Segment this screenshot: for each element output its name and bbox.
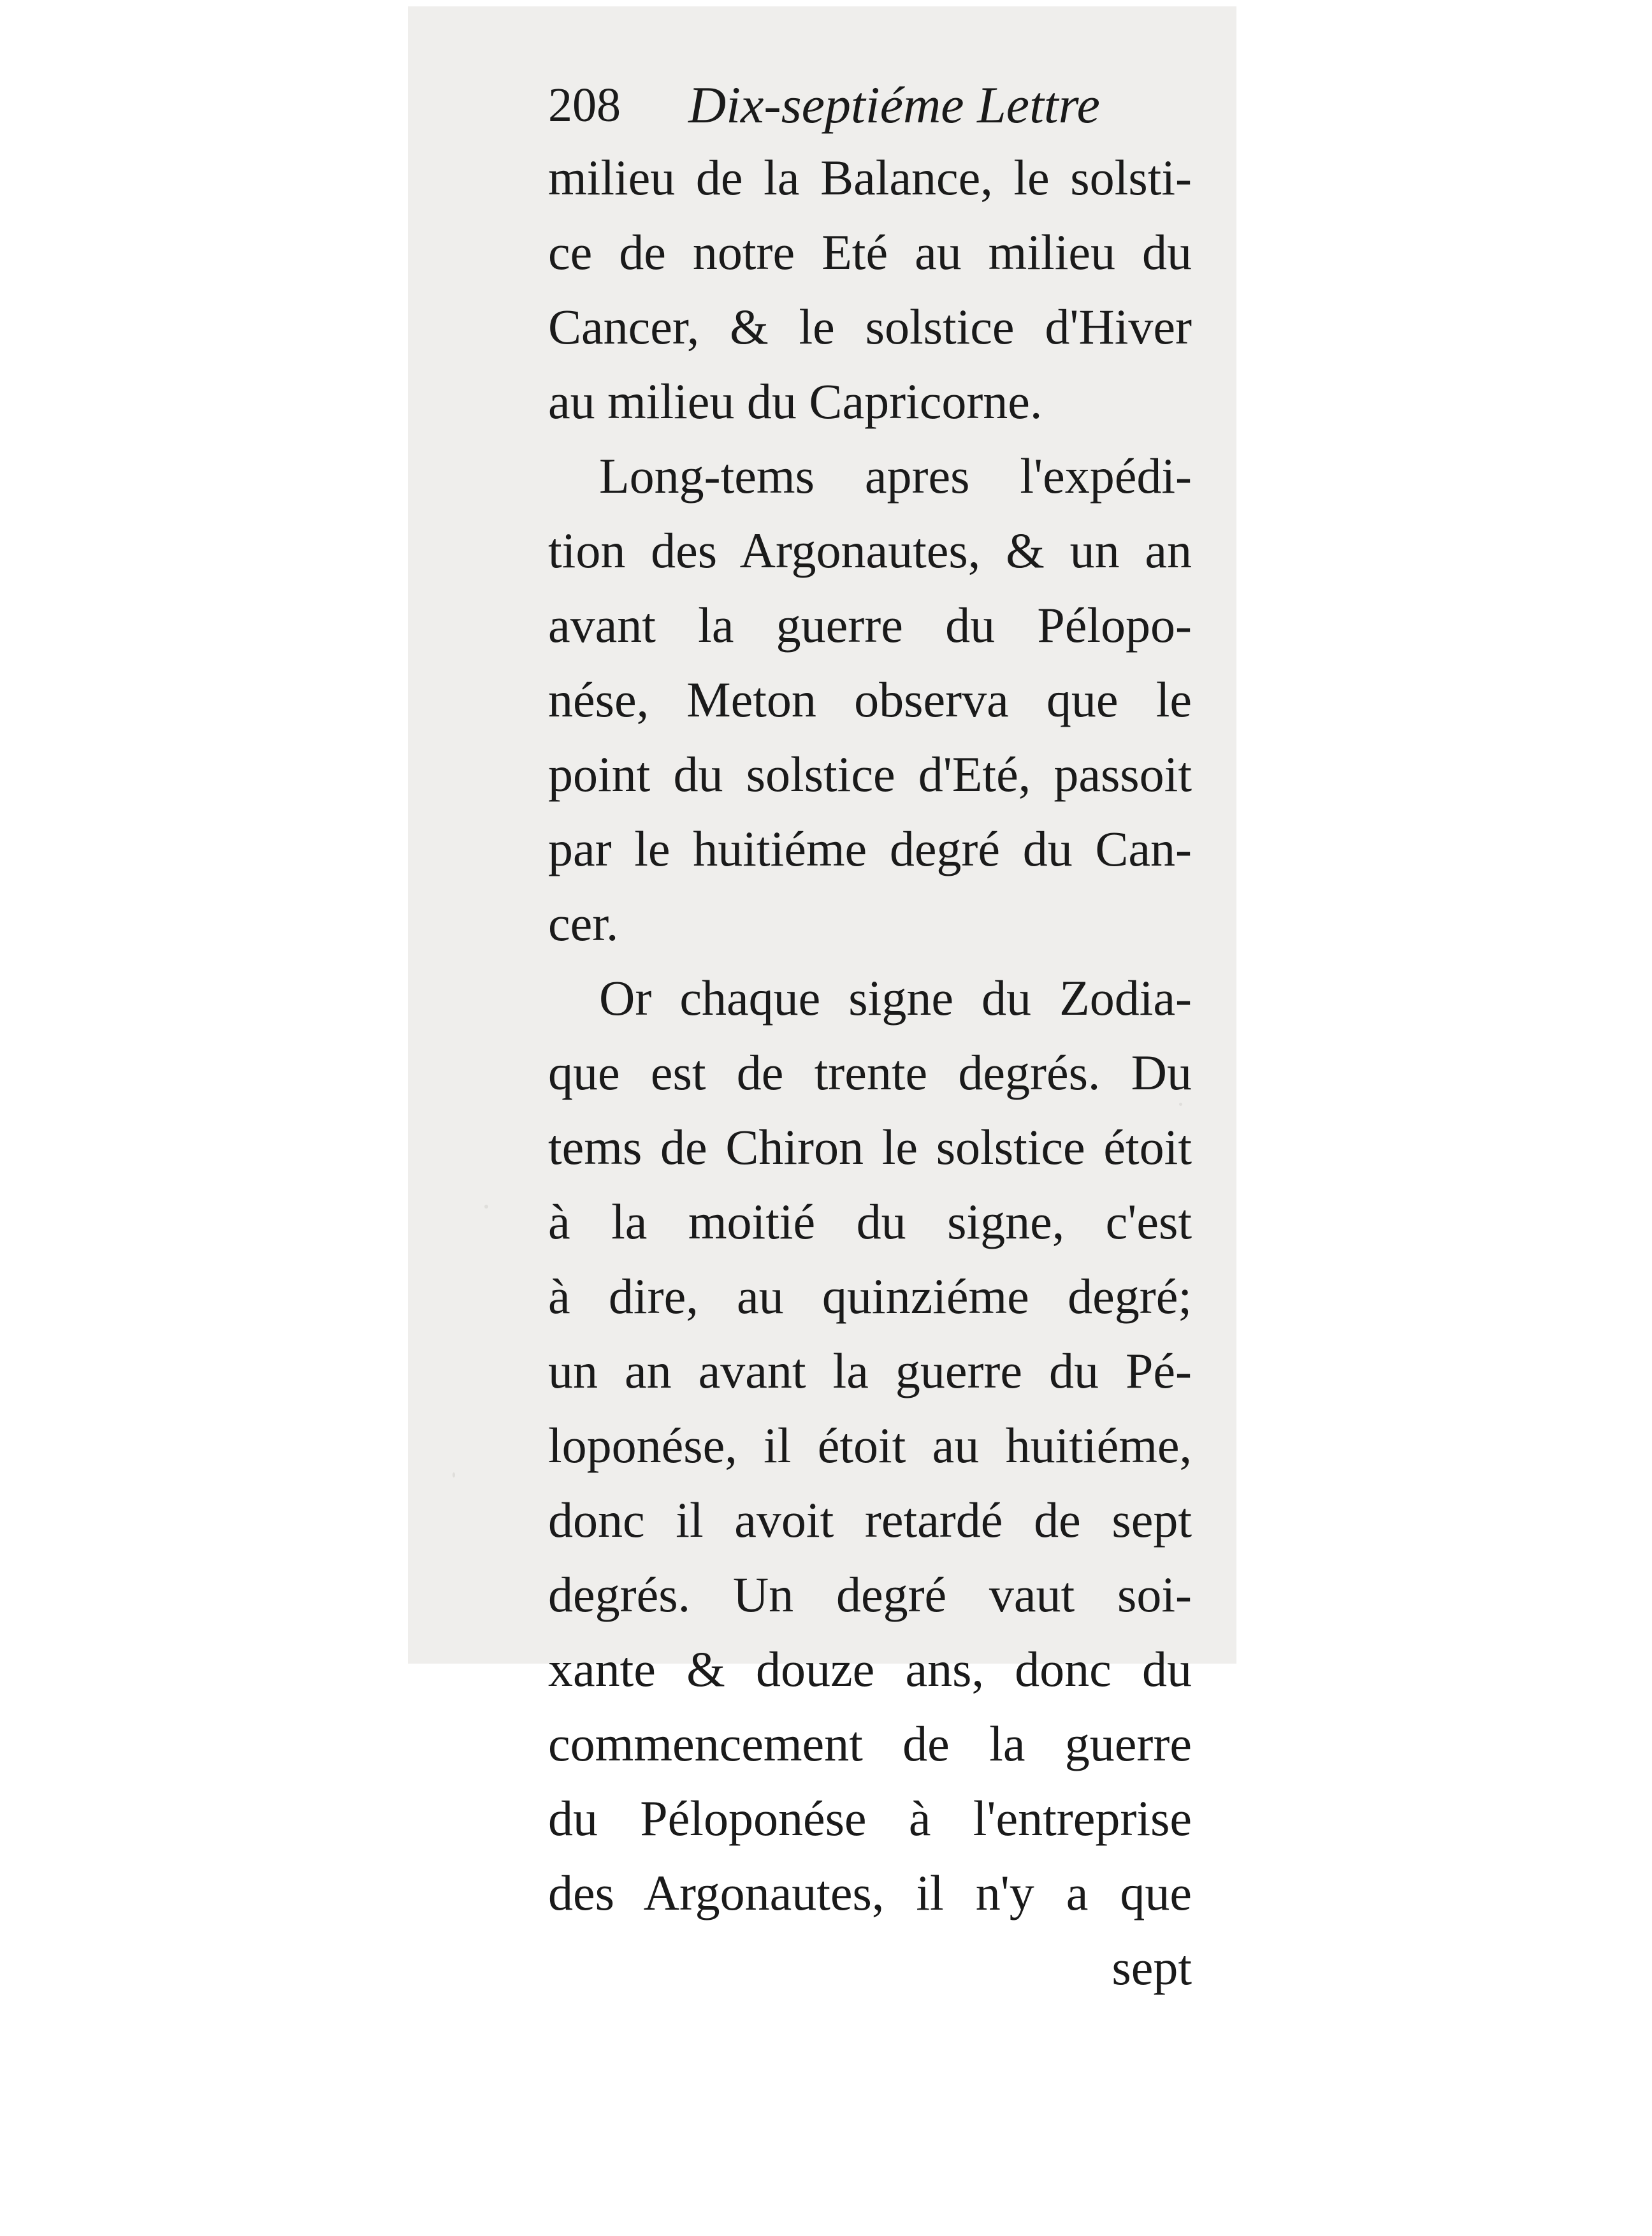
- text-line: ce de notre Eté au milieu du: [548, 224, 1192, 280]
- body-text: [548, 140, 1192, 2005]
- text-line: avant la guerre du Pélopo-: [548, 597, 1192, 653]
- text-line: à la moitié du signe, c'est: [548, 1194, 1192, 1249]
- text-line: que est de trente degrés. Du: [548, 1045, 1192, 1100]
- text-line: milieu de la Balance, le solsti-: [548, 150, 1192, 205]
- text-line: par le huitiéme degré du Can-: [548, 821, 1192, 876]
- text-line: au milieu du Capricorne.: [548, 374, 1043, 429]
- text-line: loponése, il étoit au huitiéme,: [548, 1418, 1192, 1473]
- text-line: des Argonautes, il n'y a que: [548, 1865, 1192, 1920]
- text-line: tion des Argonautes, & un an: [548, 523, 1192, 578]
- text-line: degrés. Un degré vaut soi-: [548, 1567, 1192, 1622]
- text-line: nése, Meton observa que le: [548, 672, 1192, 727]
- catchword: sept: [1112, 1940, 1192, 1995]
- paper-speck: [484, 1205, 488, 1209]
- text-line: un an avant la guerre du Pé-: [548, 1343, 1192, 1398]
- running-title: Dix-septiéme Lettre: [688, 76, 1100, 134]
- text-line: tems de Chiron le solstice étoit: [548, 1119, 1192, 1175]
- text-line: Cancer, & le solstice d'Hiver: [548, 299, 1192, 354]
- text-line: xante & douze ans, donc du: [548, 1641, 1192, 1697]
- text-line: Or chaque signe du Zodia-: [599, 970, 1192, 1026]
- text-line: du Péloponése à l'entreprise: [548, 1790, 1192, 1846]
- paper-speck: [453, 1472, 455, 1477]
- text-line: point du solstice d'Eté, passoit: [548, 746, 1192, 802]
- page-header: [548, 67, 1198, 143]
- text-line: donc il avoit retardé de sept: [548, 1492, 1192, 1548]
- page-number: 208: [548, 78, 621, 132]
- text-line: cer.: [548, 896, 619, 951]
- text-line: commencement de la guerre: [548, 1716, 1192, 1771]
- text-line: à dire, au quinziéme degré;: [548, 1268, 1192, 1324]
- text-line: Long-tems apres l'expédi-: [599, 448, 1192, 504]
